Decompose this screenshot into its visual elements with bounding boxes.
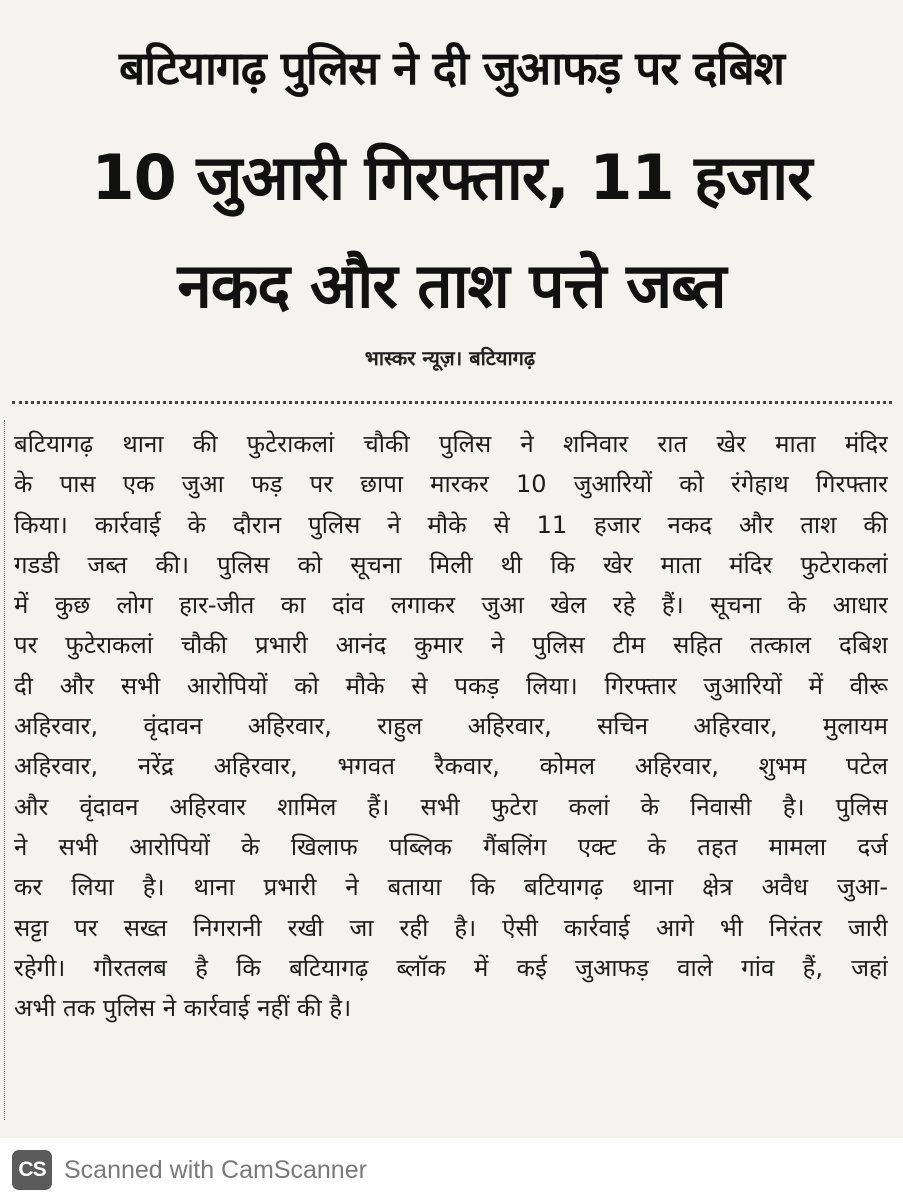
article-body: [14, 424, 888, 1028]
body-line: सट्टा पर सख्त निगरानी रखी जा रही है। ऐसी कार्रवाई आगे भी निरंतर जारी: [14, 913, 888, 942]
dotted-divider: [12, 401, 892, 404]
body-line: ने सभी आरोपियों के खिलाफ पब्लिक गैंबलिंग एक्ट के तहत मामला दर्ज: [14, 832, 888, 861]
byline: भास्कर न्यूज़। बटियागढ़: [364, 346, 536, 370]
body-line: कर लिया है। थाना प्रभारी ने बताया कि बटियागढ़ थाना क्षेत्र अवैध जुआ-: [14, 873, 888, 902]
body-line: अभी तक पुलिस ने कार्रवाई नहीं की है।: [14, 994, 352, 1023]
body-line: पर फुटेराकलां चौकी प्रभारी आनंद कुमार ने पुलिस टीम सहित तत्काल दबिश: [14, 631, 888, 660]
body-line: और वृंदावन अहिरवार शामिल हैं। सभी फुटेरा कलां के निवासी है। पुलिस: [14, 792, 888, 821]
column-divider: [4, 420, 5, 1120]
watermark-text: Scanned with CamScanner: [64, 1156, 367, 1184]
headline-line-2: 10 जुआरी गिरफ्तार, 11 हजार: [91, 141, 812, 214]
camscanner-watermark: [0, 1138, 903, 1200]
body-line: अहिरवार, नरेंद्र अहिरवार, भगवत रैकवार, कोमल अहिरवार, शुभम पटेल: [14, 752, 888, 781]
headline-line-1: बटियागढ़ पुलिस ने दी जुआफड़ पर दबिश: [118, 41, 785, 95]
headline-line-3: नकद और ताश पत्ते जब्त: [177, 249, 726, 322]
body-line: में कुछ लोग हार-जीत का दांव लगाकर जुआ खेल रहे हैं। सूचना के आधार: [14, 591, 888, 620]
body-line: रहेगी। गौरतलब है कि बटियागढ़ ब्लॉक में कई जुआफड़ वाले गांव हैं, जहां: [14, 953, 888, 982]
body-line: गडडी जब्त की। पुलिस को सूचना मिली थी कि खेर माता मंदिर फुटेराकलां: [14, 550, 888, 579]
body-line: के पास एक जुआ फड़ पर छापा मारकर 10 जुआरियों को रंगेहाथ गिरफ्तार: [14, 470, 888, 499]
body-line: अहिरवार, वृंदावन अहिरवार, राहुल अहिरवार, सचिन अहिरवार, मुलायम: [14, 712, 888, 741]
body-line: बटियागढ़ थाना की फुटेराकलां चौकी पुलिस ने शनिवार रात खेर माता मंदिर: [14, 430, 888, 458]
body-line: दी और सभी आरोपियों को मौके से पकड़ लिया। गिरफ्तार जुआरियों में वीरू: [14, 671, 888, 700]
camscanner-logo-icon: CS: [12, 1150, 52, 1190]
body-line: किया। कार्रवाई के दौरान पुलिस ने मौके से 11 हजार नकद और ताश की: [14, 510, 888, 539]
